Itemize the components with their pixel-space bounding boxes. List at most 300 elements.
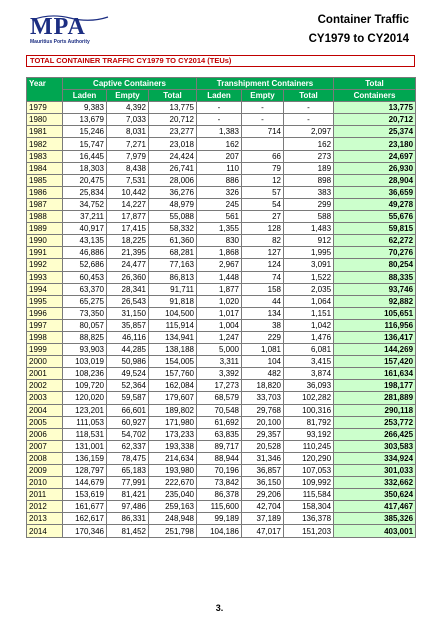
page-title: Container Traffic xyxy=(317,14,409,26)
tranship-laden-cell: 830 xyxy=(197,235,242,247)
year-cell: 1981 xyxy=(27,126,63,138)
tranship-empty-cell: 104 xyxy=(242,356,284,368)
captive-laden-cell: 43,135 xyxy=(63,235,107,247)
year-cell: 1979 xyxy=(27,102,63,114)
captive-laden-cell: 93,903 xyxy=(63,344,107,356)
tranship-total-cell: 162 xyxy=(284,138,334,150)
tranship-total-cell: 2,097 xyxy=(284,126,334,138)
captive-total-cell: 58,332 xyxy=(149,223,197,235)
tranship-laden-cell: 1,247 xyxy=(197,331,242,343)
table-row xyxy=(27,465,416,477)
total-containers-cell: 266,425 xyxy=(334,428,416,440)
tranship-total-cell: 912 xyxy=(284,235,334,247)
total-containers-cell: 157,420 xyxy=(334,356,416,368)
page-number: 3. xyxy=(215,603,224,613)
year-cell: 1990 xyxy=(27,235,63,247)
tranship-empty-cell: 44 xyxy=(242,295,284,307)
total-containers-cell: 92,882 xyxy=(334,295,416,307)
logo-subtitle: Mauritius Ports Authority xyxy=(30,39,90,45)
year-cell: 2006 xyxy=(27,428,63,440)
captive-total-cell: 235,040 xyxy=(149,489,197,501)
total-containers-cell: 80,254 xyxy=(334,259,416,271)
tranship-empty-cell: 18,820 xyxy=(242,380,284,392)
captive-empty-cell: 21,395 xyxy=(107,247,149,259)
tranship-empty-cell: 20,100 xyxy=(242,416,284,428)
total-containers-cell: 385,326 xyxy=(334,513,416,525)
captive-empty-cell: 50,986 xyxy=(107,356,149,368)
total-containers-cell: 403,001 xyxy=(334,525,416,537)
tranship-laden-cell: 207 xyxy=(197,150,242,162)
table-row xyxy=(27,344,416,356)
tranship-empty-cell: - xyxy=(242,102,284,114)
total-containers-cell: 49,278 xyxy=(334,198,416,210)
tranship-total-cell: 93,192 xyxy=(284,428,334,440)
captive-laden-cell: 131,001 xyxy=(63,440,107,452)
captive-laden-cell: 144,679 xyxy=(63,477,107,489)
captive-total-cell: 23,277 xyxy=(149,126,197,138)
total-containers-cell: 253,772 xyxy=(334,416,416,428)
tranship-laden-cell: 88,944 xyxy=(197,452,242,464)
captive-total-cell: 189,802 xyxy=(149,404,197,416)
captive-empty-cell: 7,531 xyxy=(107,174,149,186)
tranship-laden-cell: 17,273 xyxy=(197,380,242,392)
captive-laden-cell: 46,886 xyxy=(63,247,107,259)
captive-laden-cell: 34,752 xyxy=(63,198,107,210)
year-cell: 1997 xyxy=(27,319,63,331)
tranship-total-cell: 115,584 xyxy=(284,489,334,501)
tranship-laden-cell: 886 xyxy=(197,174,242,186)
captive-total-cell: 251,798 xyxy=(149,525,197,537)
year-cell: 2012 xyxy=(27,501,63,513)
tranship-total-cell: 1,483 xyxy=(284,223,334,235)
table-row xyxy=(27,501,416,513)
total-containers-cell: 36,659 xyxy=(334,186,416,198)
captive-laden-cell: 109,720 xyxy=(63,380,107,392)
captive-empty-cell: 28,341 xyxy=(107,283,149,295)
total-containers-cell: 136,417 xyxy=(334,331,416,343)
captive-laden-cell: 118,531 xyxy=(63,428,107,440)
table-row xyxy=(27,513,416,525)
tranship-laden-cell: 61,692 xyxy=(197,416,242,428)
total-containers-cell: 26,930 xyxy=(334,162,416,174)
captive-total-cell: 248,948 xyxy=(149,513,197,525)
table-row xyxy=(27,477,416,489)
captive-laden-cell: 161,677 xyxy=(63,501,107,513)
captive-laden-cell: 63,370 xyxy=(63,283,107,295)
tranship-laden-cell: 110 xyxy=(197,162,242,174)
captive-group-header: Captive Containers xyxy=(63,78,197,90)
captive-empty-cell: 65,183 xyxy=(107,465,149,477)
captive-empty-cell: 35,857 xyxy=(107,319,149,331)
tranship-empty-cell: 31,346 xyxy=(242,452,284,464)
tranship-total-cell: 3,091 xyxy=(284,259,334,271)
mpa-logo xyxy=(30,16,90,45)
captive-empty-cell: 31,150 xyxy=(107,307,149,319)
total-containers-cell: 24,697 xyxy=(334,150,416,162)
captive-total-cell: 77,163 xyxy=(149,259,197,271)
captive-total-cell: 154,005 xyxy=(149,356,197,368)
captive-total-cell: 171,980 xyxy=(149,416,197,428)
year-cell: 2011 xyxy=(27,489,63,501)
captive-total-cell: 48,979 xyxy=(149,198,197,210)
total-containers-cell: 20,712 xyxy=(334,114,416,126)
captive-empty-cell: 8,438 xyxy=(107,162,149,174)
captive-empty-cell: 49,524 xyxy=(107,368,149,380)
tranship-laden-cell: 561 xyxy=(197,211,242,223)
page-header xyxy=(0,0,439,52)
tranship-empty-cell: 33,703 xyxy=(242,392,284,404)
captive-total-cell: 61,360 xyxy=(149,235,197,247)
year-cell: 1983 xyxy=(27,150,63,162)
tranship-empty-cell: - xyxy=(242,114,284,126)
total-containers-cell: 59,815 xyxy=(334,223,416,235)
tranship-laden-cell: 1,004 xyxy=(197,319,242,331)
captive-total-cell: 20,712 xyxy=(149,114,197,126)
tranship-laden-cell: 1,868 xyxy=(197,247,242,259)
captive-total-cell: 193,980 xyxy=(149,465,197,477)
tranship-empty-cell: 29,206 xyxy=(242,489,284,501)
captive-laden-cell: 120,020 xyxy=(63,392,107,404)
table-row xyxy=(27,525,416,537)
year-cell: 1989 xyxy=(27,223,63,235)
tranship-empty-cell: 57 xyxy=(242,186,284,198)
year-cell: 1991 xyxy=(27,247,63,259)
table-row xyxy=(27,150,416,162)
captive-laden-cell: 52,686 xyxy=(63,259,107,271)
captive-empty-cell: 78,475 xyxy=(107,452,149,464)
captive-laden-cell: 25,834 xyxy=(63,186,107,198)
logo-text: MPA xyxy=(30,14,86,40)
table-row xyxy=(27,295,416,307)
captive-empty-cell: 10,442 xyxy=(107,186,149,198)
captive-total-cell: 86,813 xyxy=(149,271,197,283)
captive-laden-header: Laden xyxy=(63,90,107,102)
tranship-empty-cell: 47,017 xyxy=(242,525,284,537)
tranship-total-cell: 189 xyxy=(284,162,334,174)
captive-laden-cell: 15,747 xyxy=(63,138,107,150)
year-cell: 2000 xyxy=(27,356,63,368)
captive-total-cell: 13,775 xyxy=(149,102,197,114)
tranship-laden-cell: 3,392 xyxy=(197,368,242,380)
captive-total-cell: 138,188 xyxy=(149,344,197,356)
tranship-empty-cell: 36,857 xyxy=(242,465,284,477)
tranship-laden-cell: 115,600 xyxy=(197,501,242,513)
year-cell: 1999 xyxy=(27,344,63,356)
year-cell: 2005 xyxy=(27,416,63,428)
tranship-laden-cell: 68,579 xyxy=(197,392,242,404)
captive-empty-cell: 8,031 xyxy=(107,126,149,138)
table-row xyxy=(27,247,416,259)
captive-laden-cell: 103,019 xyxy=(63,356,107,368)
tranship-total-cell: 3,415 xyxy=(284,356,334,368)
tranship-total-cell: 6,081 xyxy=(284,344,334,356)
total-containers-cell: 144,269 xyxy=(334,344,416,356)
table-row xyxy=(27,198,416,210)
captive-laden-cell: 20,475 xyxy=(63,174,107,186)
captive-total-cell: 55,088 xyxy=(149,211,197,223)
table-row xyxy=(27,416,416,428)
tranship-empty-cell: 124 xyxy=(242,259,284,271)
captive-empty-cell: 59,587 xyxy=(107,392,149,404)
captive-laden-cell: 18,303 xyxy=(63,162,107,174)
captive-empty-cell: 62,337 xyxy=(107,440,149,452)
total-containers-cell: 303,583 xyxy=(334,440,416,452)
tranship-laden-cell: - xyxy=(197,102,242,114)
table-row xyxy=(27,440,416,452)
title-block xyxy=(309,13,409,47)
page-period: CY1979 to CY2014 xyxy=(308,33,409,45)
captive-laden-cell: 153,619 xyxy=(63,489,107,501)
col-total-header-1: Total xyxy=(334,78,416,90)
tranship-laden-cell: 5,000 xyxy=(197,344,242,356)
total-containers-cell: 93,746 xyxy=(334,283,416,295)
total-containers-cell: 350,624 xyxy=(334,489,416,501)
tranship-empty-cell: 82 xyxy=(242,235,284,247)
year-cell: 1984 xyxy=(27,162,63,174)
year-cell: 1995 xyxy=(27,295,63,307)
tranship-total-cell: 36,093 xyxy=(284,380,334,392)
table-row xyxy=(27,452,416,464)
tranship-laden-cell: 70,196 xyxy=(197,465,242,477)
total-containers-cell: 116,956 xyxy=(334,319,416,331)
tranship-total-cell: 110,245 xyxy=(284,440,334,452)
table-row xyxy=(27,162,416,174)
total-containers-cell: 28,904 xyxy=(334,174,416,186)
captive-empty-cell: 77,991 xyxy=(107,477,149,489)
table-row xyxy=(27,211,416,223)
year-cell: 1993 xyxy=(27,271,63,283)
year-cell: 1998 xyxy=(27,331,63,343)
captive-empty-cell: 44,285 xyxy=(107,344,149,356)
tranship-total-cell: 1,995 xyxy=(284,247,334,259)
table-row xyxy=(27,368,416,380)
captive-total-header: Total xyxy=(149,90,197,102)
container-traffic-table xyxy=(26,77,416,538)
tranship-laden-cell: 326 xyxy=(197,186,242,198)
captive-empty-cell: 60,927 xyxy=(107,416,149,428)
captive-total-cell: 23,018 xyxy=(149,138,197,150)
captive-laden-cell: 73,350 xyxy=(63,307,107,319)
tranship-total-cell: 136,378 xyxy=(284,513,334,525)
captive-total-cell: 173,233 xyxy=(149,428,197,440)
tranship-laden-cell: 1,355 xyxy=(197,223,242,235)
table-row xyxy=(27,283,416,295)
table-row xyxy=(27,223,416,235)
tranship-total-cell: 107,053 xyxy=(284,465,334,477)
table-row xyxy=(27,114,416,126)
captive-empty-cell: 54,702 xyxy=(107,428,149,440)
captive-laden-cell: 60,453 xyxy=(63,271,107,283)
tranship-total-cell: 120,290 xyxy=(284,452,334,464)
tranship-total-cell: - xyxy=(284,102,334,114)
captive-empty-cell: 24,477 xyxy=(107,259,149,271)
table-row xyxy=(27,307,416,319)
tranship-total-cell: 898 xyxy=(284,174,334,186)
tranship-laden-cell: 89,717 xyxy=(197,440,242,452)
tranship-empty-cell: 36,150 xyxy=(242,477,284,489)
captive-laden-cell: 108,236 xyxy=(63,368,107,380)
tranship-empty-cell: 1,081 xyxy=(242,344,284,356)
captive-total-cell: 259,163 xyxy=(149,501,197,513)
year-cell: 1980 xyxy=(27,114,63,126)
tranship-laden-cell: - xyxy=(197,114,242,126)
tranship-total-cell: 383 xyxy=(284,186,334,198)
tranship-laden-cell: 1,383 xyxy=(197,126,242,138)
table-row xyxy=(27,138,416,150)
captive-empty-cell: 17,415 xyxy=(107,223,149,235)
table-row xyxy=(27,404,416,416)
table-row xyxy=(27,259,416,271)
table-row xyxy=(27,428,416,440)
captive-empty-cell: 81,452 xyxy=(107,525,149,537)
table-row xyxy=(27,235,416,247)
total-containers-cell: 332,662 xyxy=(334,477,416,489)
tranship-total-cell: 109,992 xyxy=(284,477,334,489)
captive-empty-cell: 14,227 xyxy=(107,198,149,210)
table-body xyxy=(27,102,416,537)
tranship-total-header: Total xyxy=(284,90,334,102)
captive-laden-cell: 65,275 xyxy=(63,295,107,307)
year-cell: 1994 xyxy=(27,283,63,295)
table-row xyxy=(27,271,416,283)
tranship-total-cell: 588 xyxy=(284,211,334,223)
captive-total-cell: 26,741 xyxy=(149,162,197,174)
total-containers-cell: 55,676 xyxy=(334,211,416,223)
tranship-laden-cell: 1,020 xyxy=(197,295,242,307)
captive-laden-cell: 123,201 xyxy=(63,404,107,416)
table-row xyxy=(27,319,416,331)
captive-laden-cell: 15,246 xyxy=(63,126,107,138)
total-containers-cell: 417,467 xyxy=(334,501,416,513)
tranship-empty-cell: 38 xyxy=(242,319,284,331)
table-row xyxy=(27,392,416,404)
captive-total-cell: 91,818 xyxy=(149,295,197,307)
tranship-total-cell: 1,042 xyxy=(284,319,334,331)
tranship-total-cell: 3,874 xyxy=(284,368,334,380)
tranship-laden-cell: 86,378 xyxy=(197,489,242,501)
tranship-laden-cell: 70,548 xyxy=(197,404,242,416)
year-cell: 1982 xyxy=(27,138,63,150)
tranship-empty-cell: 29,357 xyxy=(242,428,284,440)
tranship-total-cell: 299 xyxy=(284,198,334,210)
captive-total-cell: 91,711 xyxy=(149,283,197,295)
total-containers-cell: 301,033 xyxy=(334,465,416,477)
captive-empty-cell: 86,331 xyxy=(107,513,149,525)
captive-total-cell: 134,941 xyxy=(149,331,197,343)
tranship-empty-cell: 79 xyxy=(242,162,284,174)
tranship-laden-cell: 2,967 xyxy=(197,259,242,271)
captive-total-cell: 214,634 xyxy=(149,452,197,464)
year-cell: 1987 xyxy=(27,198,63,210)
total-containers-cell: 70,276 xyxy=(334,247,416,259)
tranship-empty-cell: 12 xyxy=(242,174,284,186)
total-containers-cell: 88,335 xyxy=(334,271,416,283)
captive-laden-cell: 170,346 xyxy=(63,525,107,537)
total-containers-cell: 23,180 xyxy=(334,138,416,150)
year-cell: 2001 xyxy=(27,368,63,380)
year-cell: 2007 xyxy=(27,440,63,452)
year-cell: 1986 xyxy=(27,186,63,198)
captive-total-cell: 193,338 xyxy=(149,440,197,452)
captive-empty-cell: 7,979 xyxy=(107,150,149,162)
tranship-empty-cell: 714 xyxy=(242,126,284,138)
captive-laden-cell: 9,383 xyxy=(63,102,107,114)
tranship-empty-cell: 54 xyxy=(242,198,284,210)
captive-laden-cell: 162,617 xyxy=(63,513,107,525)
captive-empty-cell: 26,360 xyxy=(107,271,149,283)
tranship-total-cell: 151,203 xyxy=(284,525,334,537)
tranship-total-cell: 1,476 xyxy=(284,331,334,343)
logo-wave-icon xyxy=(30,14,110,22)
tranship-empty-cell: 42,704 xyxy=(242,501,284,513)
tranship-empty-cell: 127 xyxy=(242,247,284,259)
table-row xyxy=(27,489,416,501)
table-row xyxy=(27,102,416,114)
captive-total-cell: 157,760 xyxy=(149,368,197,380)
captive-empty-cell: 52,364 xyxy=(107,380,149,392)
tranship-total-cell: 273 xyxy=(284,150,334,162)
year-cell: 2004 xyxy=(27,404,63,416)
tranship-total-cell: 1,064 xyxy=(284,295,334,307)
tranship-total-cell: 2,035 xyxy=(284,283,334,295)
captive-laden-cell: 128,797 xyxy=(63,465,107,477)
tranship-total-cell: 100,316 xyxy=(284,404,334,416)
tranship-empty-cell: 27 xyxy=(242,211,284,223)
table-row xyxy=(27,186,416,198)
tranship-empty-cell: 74 xyxy=(242,271,284,283)
captive-laden-cell: 88,825 xyxy=(63,331,107,343)
header-row-subcols xyxy=(27,90,416,102)
tranship-empty-cell: 128 xyxy=(242,223,284,235)
year-cell: 1996 xyxy=(27,307,63,319)
tranship-empty-cell: 158 xyxy=(242,283,284,295)
tranship-laden-header: Laden xyxy=(197,90,242,102)
year-cell: 2013 xyxy=(27,513,63,525)
captive-empty-cell: 7,033 xyxy=(107,114,149,126)
tranship-laden-cell: 104,186 xyxy=(197,525,242,537)
tranship-empty-cell xyxy=(242,138,284,150)
captive-empty-cell: 81,421 xyxy=(107,489,149,501)
captive-total-cell: 162,084 xyxy=(149,380,197,392)
tranship-total-cell: 1,151 xyxy=(284,307,334,319)
captive-empty-cell: 4,392 xyxy=(107,102,149,114)
year-cell: 2014 xyxy=(27,525,63,537)
total-containers-cell: 290,118 xyxy=(334,404,416,416)
tranship-laden-cell: 1,448 xyxy=(197,271,242,283)
header-row-groups xyxy=(27,78,416,90)
table-row xyxy=(27,126,416,138)
tranship-total-cell: 158,304 xyxy=(284,501,334,513)
captive-empty-header: Empty xyxy=(107,90,149,102)
captive-empty-cell: 7,271 xyxy=(107,138,149,150)
captive-laden-cell: 37,211 xyxy=(63,211,107,223)
captive-laden-cell: 40,917 xyxy=(63,223,107,235)
year-cell: 2003 xyxy=(27,392,63,404)
total-containers-cell: 25,374 xyxy=(334,126,416,138)
transhipment-group-header: Transhipment Containers xyxy=(197,78,334,90)
captive-total-cell: 104,500 xyxy=(149,307,197,319)
table-row xyxy=(27,356,416,368)
year-cell: 2002 xyxy=(27,380,63,392)
year-cell: 2008 xyxy=(27,452,63,464)
total-containers-cell: 105,651 xyxy=(334,307,416,319)
tranship-empty-cell: 20,528 xyxy=(242,440,284,452)
captive-laden-cell: 111,053 xyxy=(63,416,107,428)
tranship-empty-cell: 29,768 xyxy=(242,404,284,416)
captive-total-cell: 179,607 xyxy=(149,392,197,404)
captive-laden-cell: 13,679 xyxy=(63,114,107,126)
captive-total-cell: 222,670 xyxy=(149,477,197,489)
